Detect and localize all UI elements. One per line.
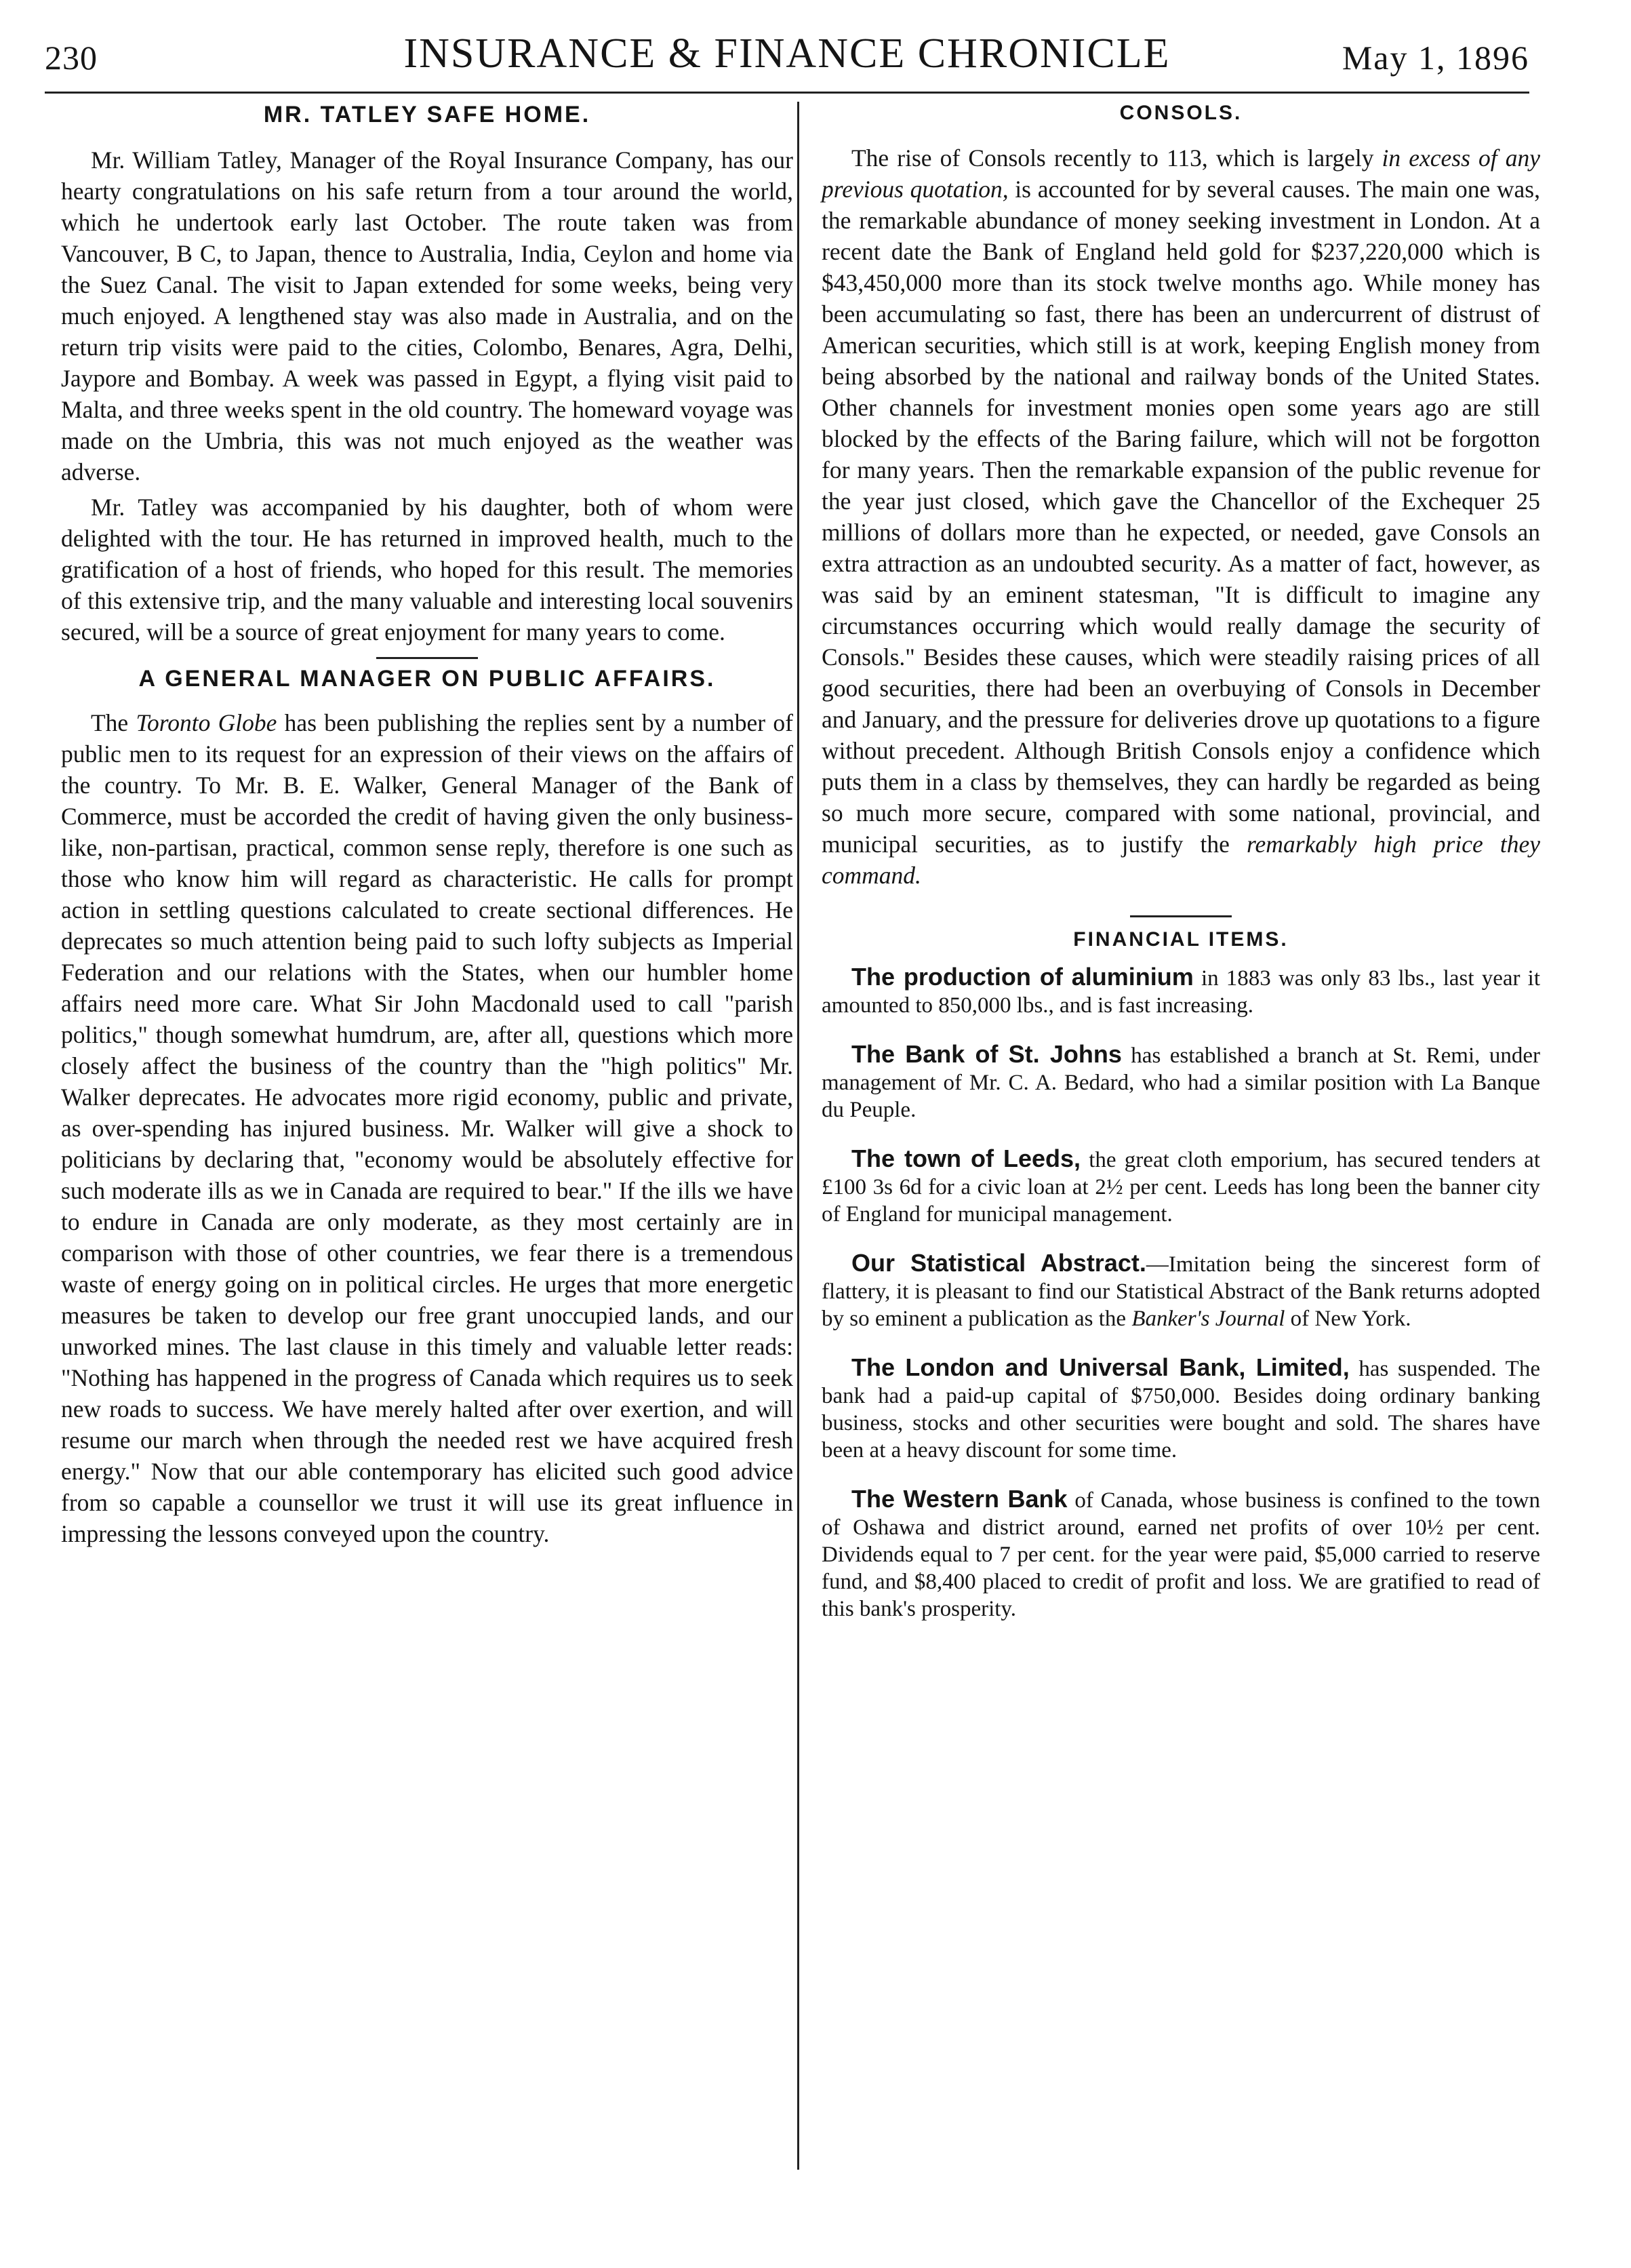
left-column (61, 102, 793, 1549)
consols-text-a: The rise of Consols recently to 113, which is largely (851, 144, 1382, 172)
item-lead: The town of Leeds, (851, 1145, 1081, 1172)
item-italic: Banker's Journal (1131, 1307, 1285, 1331)
masthead (45, 27, 1529, 88)
consols-paragraph (822, 142, 1540, 891)
financial-item (822, 1486, 1540, 1623)
general-manager-heading: A GENERAL MANAGER ON PUBLIC AFFAIRS. (138, 666, 716, 692)
item-text: in 1883 was only 83 lbs., last year it amounted to 850,000 lbs., and is fast increasing. (822, 966, 1540, 1018)
header-rule (45, 92, 1529, 94)
gm-text-b: has been publishing the replies sent by a number of public men to its request for an expression of their views on the affairs of the country. To Mr. B. E. Walker, General Manager of the Bank of Commerce, must be accorded the credit of having given the only business-like, non-partisan, practical, common sense reply, therefore is one such as those who know him will regard as characteristic. He calls for prompt action in settling questions calculated to create sectional differences. He deprecates so much attention being paid to such lofty subjects as Imperial Federation and our relations with the States, when our humbler home affairs need more care. What Sir John Macdonald used to call "parish politics," though somewhat humdrum, are, after all, questions which more closely affect the business of the country than the "high politics" Mr. Walker deprecates. He advocates more rigid economy, public and private, as over-spending has injured business. Mr. Walker will give a shock to politicians by declaring that, "economy would be absolutely effective for such moderate ills as we in Canada are required to bear." If the ills we have to endure in Canada are only moderate, as they most certainly are in comparison with those of other countries, we fear there is a tremendous waste of energy going on in political circles. He urges that more energetic measures be taken to develop our free grant unoccupied lands, and our unworked mines. The last clause in this timely and valuable letter reads: "Nothing has happened in the progress of Canada which requires us to seek new roads to success. We have merely halted after over exertion, and will resume our march when through the needed rest we have acquired fresh energy." Now that our able contemporary has elicited such good advice from so capable a counsellor we trust it will use its great influence in impressing the lessons conveyed upon the country. (61, 709, 793, 1547)
gm-text-italic: Toronto Globe (136, 709, 277, 736)
item-lead: The production of aluminium (851, 963, 1194, 991)
page-number: 230 (45, 39, 98, 77)
issue-date: May 1, 1896 (1342, 39, 1529, 77)
right-column (822, 102, 1540, 1623)
tatley-paragraph-2: Mr. Tatley was accompanied by his daughter, both of whom were delighted with the tour. He has returned in improved health, much to the gratification of a host of friends, who hoped for this result. The memories of this extensive trip, and the many valuable and interesting local souvenirs secured, will be a source of great enjoyment for many years to come. (61, 494, 793, 645)
item-text: has suspended. The bank had a paid-up capital of $750,000. Besides doing ordinary banking business, stocks and other securities were bought and sold. The shares have been at a heavy discount for some time. (822, 1357, 1540, 1463)
financial-item (822, 1354, 1540, 1464)
item-lead: Our Statistical Abstract. (851, 1249, 1146, 1277)
section-rule (1130, 915, 1232, 917)
financial-items-heading: FINANCIAL ITEMS. (1073, 928, 1289, 951)
consols-text-b: is accounted for by several causes. The main one was, the remarkable abundance of money seeking investment in London. At a recent date the Bank of England held gold for $237,220,000 which is $43,450,000 more than its stock twelve months ago. While money has been accumulating so fast, there has been an undercurrent of distrust of American securities, which still is at work, keeping English money from being absorbed by the national and railway bonds of the United States. Other channels for investment monies open some years ago are still blocked by the effects of the Baring failure, which will not be forgotton for many years. Then the remarkable expansion of the public revenue for the year just closed, which gave the Chancellor of the Exchequer 25 millions of dollars more than he expected, or needed, gave Consols an extra attraction as an undoubted security. As a matter of fact, however, as was said by an eminent statesman, "It is difficult to imagine any circumstances occurring which would really damage the security of Consols." Besides these causes, which were steadily raising prices of all good securities, there had been an overbuying of Consols in December and January, and the pressure for deliveries drove up quotations to a figure without precedent. Although British Consols enjoy a confidence which puts them in a class by themselves, they can hardly be regarded as being so much more secure, compared with some national, provincial, and municipal securities, as to justify the (822, 176, 1540, 858)
item-text: the great cloth emporium, has secured tenders at £100 3s 6d for a civic loan at 2½ per cent. Leeds has long been the banner city of England for municipal management. (822, 1148, 1540, 1227)
consols-heading: CONSOLS. (1119, 102, 1243, 124)
journal-title: INSURANCE & FINANCE CHRONICLE (403, 31, 1171, 77)
general-manager-paragraph (61, 707, 793, 1549)
item-text: has established a branch at St. Remi, under management of Mr. C. A. Bedard, who had a similar position with La Banque du Peuple. (822, 1043, 1540, 1122)
tatley-paragraph-1: Mr. William Tatley, Manager of the Royal Insurance Company, has our hearty congratulations on his safe return from a tour around the world, which he undertook early last October. The route taken was from Vancouver, B C, to Japan, thence to Australia, India, Ceylon and home via the Suez Canal. The visit to Japan extended for some weeks, being very much enjoyed. A lengthened stay was also made in Australia, and on the return trip visits were paid to the cities, Colombo, Benares, Agra, Delhi, Jaypore and Bombay. A week was passed in Egypt, a flying visit paid to Malta, and three weeks spent in the old country. The homeward voyage was made on the Umbria, this was not much enjoyed as the weather was adverse. (61, 146, 793, 485)
section-rule (376, 657, 478, 659)
item-lead: The Bank of St. Johns (851, 1040, 1122, 1068)
item-lead: The London and Universal Bank, Limited, (851, 1353, 1350, 1381)
item-lead: The Western Bank (851, 1485, 1068, 1513)
financial-item (822, 1250, 1540, 1332)
financial-item (822, 1041, 1540, 1123)
item-tail: of New York. (1285, 1307, 1411, 1331)
consols-text-italic-end: remarkably high price they command. (822, 831, 1540, 889)
gm-text-a: The (91, 709, 136, 736)
consols-text-italic: in excess of any previous quotation, (822, 144, 1540, 203)
financial-item (822, 1145, 1540, 1228)
tatley-heading: MR. TATLEY SAFE HOME. (263, 102, 591, 127)
item-text: of Canada, whose business is confined to the town of Oshawa and district around, earned net profits of over 10½ per cent. Dividends equal to 7 per cent. for the year were paid, $5,000 carried to reserve fund, and $8,400 placed to credit of profit and loss. We are gratified to read of this bank's prosperity. (822, 1488, 1540, 1621)
item-text: —Imitation being the sincerest form of flattery, it is pleasant to find our Statistical Abstract of the Bank returns adopted by so eminent a publication as the (822, 1252, 1540, 1331)
column-divider (797, 102, 799, 2170)
financial-item (822, 963, 1540, 1019)
